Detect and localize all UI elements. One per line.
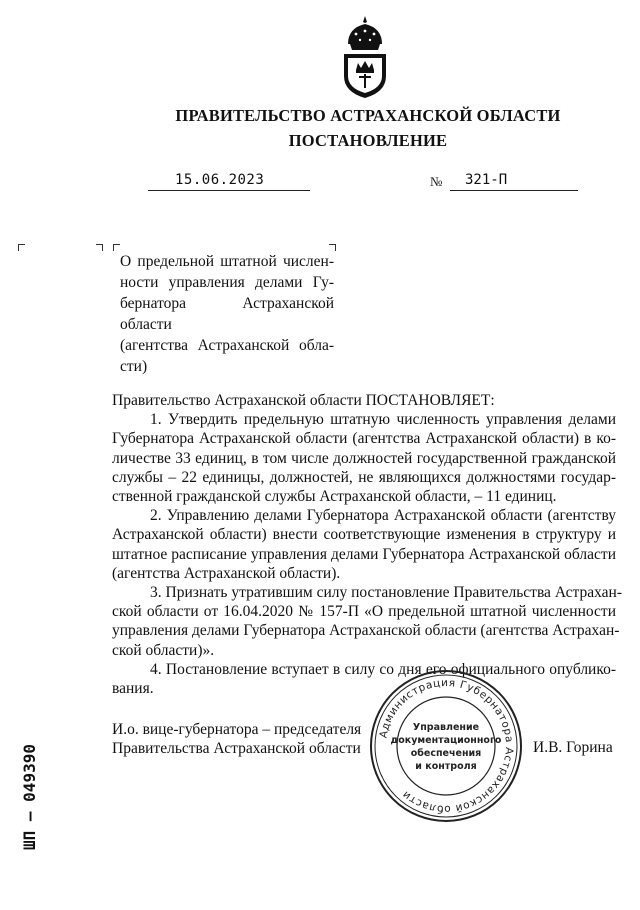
position-line: Правительства Астраханской области [112, 740, 361, 757]
body-line: (агентства Астраханской области). [112, 564, 341, 582]
corner-mark [113, 244, 120, 251]
body-line: ственной гражданской службы Астраханской области, – 11 единиц. [112, 488, 557, 506]
document-date: 15.06.2023 [175, 172, 265, 188]
document-subject [120, 251, 334, 377]
stamp-center-line: обеспечения [410, 748, 482, 759]
corner-mark [18, 244, 25, 251]
subject-line: бернатора Астраханской области [120, 295, 334, 333]
org-name: ПРАВИТЕЛЬСТВО АСТРАХАНСКОЙ ОБЛАСТИ [175, 106, 561, 125]
body-line: Астраханской области) внести соответствующие изменения в структуру и [112, 526, 616, 544]
stamp-ring-text: Администрация Губернатора Астраханской области [377, 676, 516, 816]
subject-line: сти) [120, 358, 148, 375]
body-line: Правительство Астраханской области ПОСТАНОВЛЯЕТ: [112, 392, 495, 409]
stamp-center-line: Управление [412, 722, 480, 733]
number-sign: № [430, 174, 443, 189]
signatory-name: И.В. Горина [533, 739, 613, 756]
official-stamp [368, 668, 524, 824]
body-line: 1. Утвердить предельную штатную численность управления делами [150, 411, 616, 429]
body-line: ской области)». [112, 641, 215, 659]
body-line: вания. [112, 680, 154, 698]
body-line: штатное расписание управления делами Губернатора Астраханской области [112, 545, 616, 563]
serial-number: ШП – 049390 [20, 744, 39, 850]
document-type: ПОСТАНОВЛЕНИЕ [288, 131, 448, 150]
body-line: управления делами Губернатора Астраханской области (агентства Астрахан- [112, 622, 620, 640]
document-body [112, 391, 622, 698]
stamp-center-line: и контроля [415, 761, 477, 772]
subject-line: (агентства Астраханской обла- [120, 337, 334, 354]
body-line: 4. Постановление вступает в силу со дня его официального опублико- [150, 660, 616, 678]
body-line: Губернатора Астраханской области (агентства Астраханской области) в ко- [112, 430, 616, 448]
position-line: И.о. вице-губернатора – председателя [112, 721, 362, 738]
body-line: 2. Управлению делами Губернатора Астраханской области (агентству [150, 507, 616, 525]
subject-line: О предельной штатной числен- [120, 253, 334, 270]
corner-mark [329, 244, 336, 251]
body-line: личестве 33 единиц, в том числе должностей государственной гражданской [112, 449, 616, 467]
corner-mark [96, 244, 103, 251]
side-serial [20, 742, 40, 852]
body-line: 3. Признать утратившим силу постановление Правительства Астрахан- [150, 584, 622, 602]
body-line: службы – 22 единицы, должностей, не являющихся должностями государ- [112, 468, 616, 486]
document-number: 321-П [465, 172, 508, 188]
body-line: ской области от 16.04.2020 № 157-П «О предельной штатной численности [112, 603, 616, 621]
signatory-position [112, 720, 361, 758]
subject-line: ности управления делами Гу- [120, 274, 334, 291]
coat-of-arms-icon [336, 14, 394, 100]
stamp-center-line: документационного [390, 735, 502, 746]
